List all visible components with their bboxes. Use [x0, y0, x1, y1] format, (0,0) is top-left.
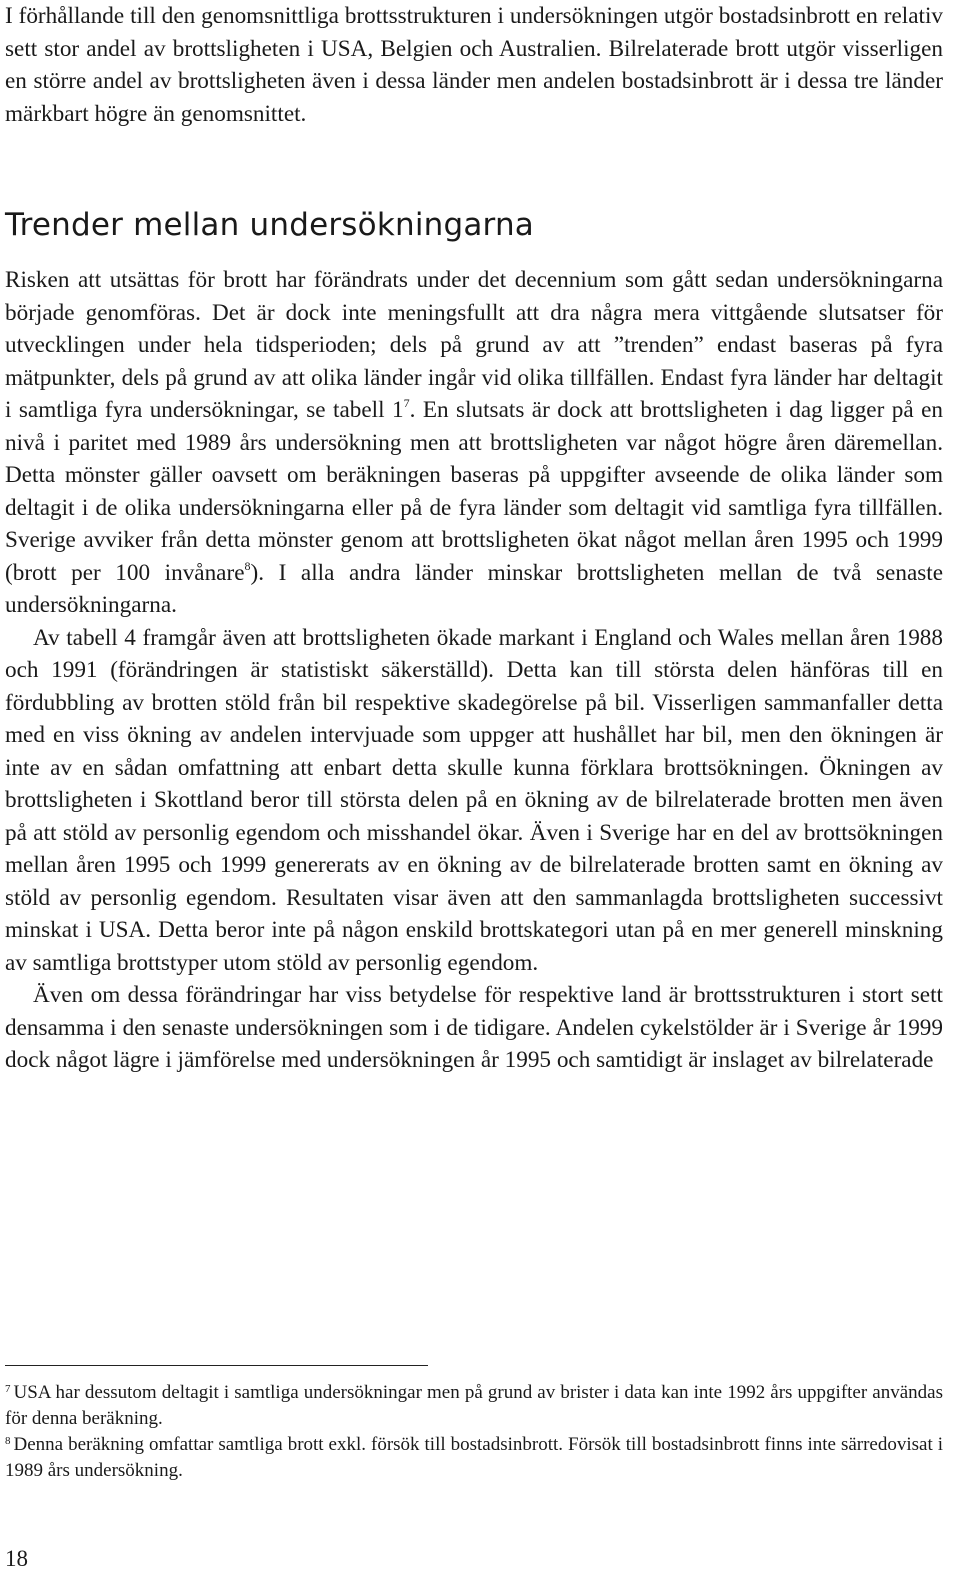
footnote-ref-7[interactable]: 7 [403, 396, 410, 410]
footnote-8-number: 8 [5, 1435, 11, 1447]
section-body [5, 264, 943, 1077]
intro-paragraph: I förhållande till den genomsnittliga brottsstrukturen i undersökningen utgör bostadsinbrott en relativ sett stor andel av brottsligheten i USA, Belgien och Australien. Bilrelaterade brott utgör visserligen en större andel av brottsligheten även i dessa länder men andelen bostadsinbrott är i dessa tre länder märkbart högre än genomsnittet. [5, 3, 943, 127]
footnote-ref-8[interactable]: 8 [244, 558, 251, 573]
footnote-8 [5, 1432, 943, 1484]
footnote-8-text: Denna beräkning omfattar samtliga brott exkl. försök till bostadsinbrott. Försök till bostadsinbrott finns inte särredovisat i 1989 års undersökning. [5, 1434, 943, 1481]
paragraph-trends-part-3: ). I alla andra länder minskar brottsligheten mellan de två senaste undersökningarna. [5, 559, 943, 618]
footnote-7-text: USA har dessutom deltagit i samtliga undersökningar men på grund av brister i data kan inte 1992 års uppgifter användas för denna beräkning. [5, 1382, 943, 1429]
paragraph-table-4: Av tabell 4 framgår även att brottsligheten ökade markant i England och Wales mellan åren 1988 och 1991 (förändringen är statistiskt säkerställd). Detta kan till största delen hänföras till en fördubbling av brotten stöld från bil respektive skadegörelse på bil. Visserligen sammanfaller detta med en viss ökning av andelen intervjuade som uppger att hushållet har bil, men den ökningen är inte av en sådan omfattning att enbart detta skulle kunna förklara brottsökningen. Ökningen av brottsligheten i Skottland beror till största delen på en ökning av de bilrelaterade brotten men även på att stöld av personlig egendom och misshandel ökar. Även i Sverige har en del av brottsökningen mellan åren 1995 och 1999 genererats av en ökning av de bilrelaterade brotten samt en ökning av stöld av personlig egendom. Resultaten visar även att den sammanlagda brottsligheten successivt minskat i USA. Detta beror inte på någon enskild brottskategori utan på en mer generell minskning av samtliga brottstyper utom stöld av personlig egendom. [5, 624, 943, 976]
footnote-7 [5, 1380, 943, 1432]
footnotes [5, 1380, 943, 1484]
paragraph-trends [5, 264, 943, 622]
footnote-divider [5, 1365, 428, 1366]
paragraph-trends-part-1: Risken att utsättas för brott har förändrats under det decennium som gått sedan undersökningarna började genomföras. Det är dock inte meningsfullt att dra några mera vittgående slutsatser för utvecklingen under hela tidsperioden; dels på grund av att ”trenden” endast baseras på fyra mätpunkter, dels på grund av att olika länder ingår vid olika tillfällen. Endast fyra länder har deltagit i samtliga fyra undersökningar, se tabell 1 [5, 267, 943, 423]
paragraph-structure: Även om dessa förändringar har viss betydelse för respektive land är brottsstrukturen i stort sett densamma i den senaste undersökningen som i de tidigare. Andelen cykelstölder är i Sverige år 1999 dock något lägre i jämförelse med undersökningen år 1995 och samtidigt är inslaget av bilrelaterade [5, 982, 943, 1073]
paragraph-trends-part-2: . En slutsats är dock att brottsligheten i dag ligger på en nivå i paritet med 1989 års undersökning men att brottsligheten var något högre åren däremellan. Detta mönster gäller oavsett om beräkningen baseras på uppgifter avseende de olika länder som deltagit i de olika undersökningarna eller på de fyra länder som deltagit vid samtliga fyra tillfällen. Sverige avviker från detta mönster genom att brottsligheten ökat något mellan åren 1995 och 1999 (brott per 100 invånare [5, 397, 943, 586]
footnote-7-number: 7 [5, 1383, 11, 1395]
page-number: 18 [5, 1546, 28, 1571]
section-heading: Trender mellan undersökningarna [5, 207, 534, 243]
